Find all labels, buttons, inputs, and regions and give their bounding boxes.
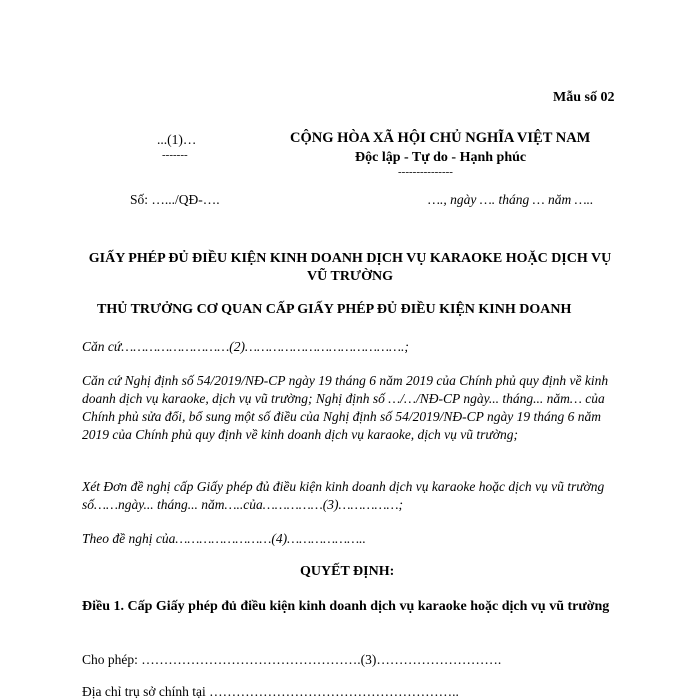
agency-name: ...(1)… bbox=[157, 132, 197, 147]
legal-basis-1: Căn cứ………………………(2)………………………………….; bbox=[82, 339, 409, 354]
place-date-line: …., ngày …. tháng … năm ….. bbox=[428, 192, 594, 207]
issuer-title: THỦ TRƯỞNG CƠ QUAN CẤP GIẤY PHÉP ĐỦ ĐIỀU KIỆN KINH DOANH bbox=[97, 302, 572, 317]
head-office-address-line: Địa chỉ trụ sở chính tại ……………………………………………….. bbox=[82, 684, 459, 699]
decision-heading: QUYẾT ĐỊNH: bbox=[300, 564, 395, 579]
national-motto: Độc lập - Tự do - Hạnh phúc bbox=[355, 150, 527, 165]
motto-underline: --------------- bbox=[398, 166, 453, 178]
application-consideration: Xét Đơn đề nghị cấp Giấy phép đủ điều kiện kinh doanh dịch vụ karaoke hoặc dịch vụ vũ trường số……ngày... tháng... năm…..của……………(3)……………; bbox=[82, 479, 605, 512]
document-title: GIẤY PHÉP ĐỦ ĐIỀU KIỆN KINH DOANH DỊCH VỤ KARAOKE HOẶC DỊCH VỤ VŨ TRƯỜNG bbox=[88, 251, 612, 284]
national-title: CỘNG HÒA XÃ HỘI CHỦ NGHĨA VIỆT NAM bbox=[290, 130, 591, 146]
permit-holder-line: Cho phép: ………………………………………….(3)………………………. bbox=[82, 652, 502, 667]
legal-basis-2: Căn cứ Nghị định số 54/2019/NĐ-CP ngày 19 tháng 6 năm 2019 của Chính phủ quy định về kinh doanh dịch vụ karaoke, dịch vụ vũ trường; Nghị định số …/…/NĐ-CP ngày... tháng... năm… của Chính phủ sửa đổi, bổ sung một số điều của Nghị định số 54/2019/NĐ-CP ngày 19 tháng 6 năm 2019 của Chính phủ quy định về kinh doanh dịch vụ karaoke, dịch vụ vũ trường; bbox=[82, 373, 609, 442]
form-number: Mẫu số 02 bbox=[553, 90, 615, 105]
article-1-title: Điều 1. Cấp Giấy phép đủ điều kiện kinh doanh dịch vụ karaoke hoặc dịch vụ vũ trường bbox=[82, 599, 610, 614]
decision-number: Số: ….../QĐ-…. bbox=[130, 192, 220, 207]
agency-underline: ------- bbox=[162, 149, 188, 161]
proposal-line: Theo đề nghị của……………………(4)……………….. bbox=[82, 531, 366, 546]
